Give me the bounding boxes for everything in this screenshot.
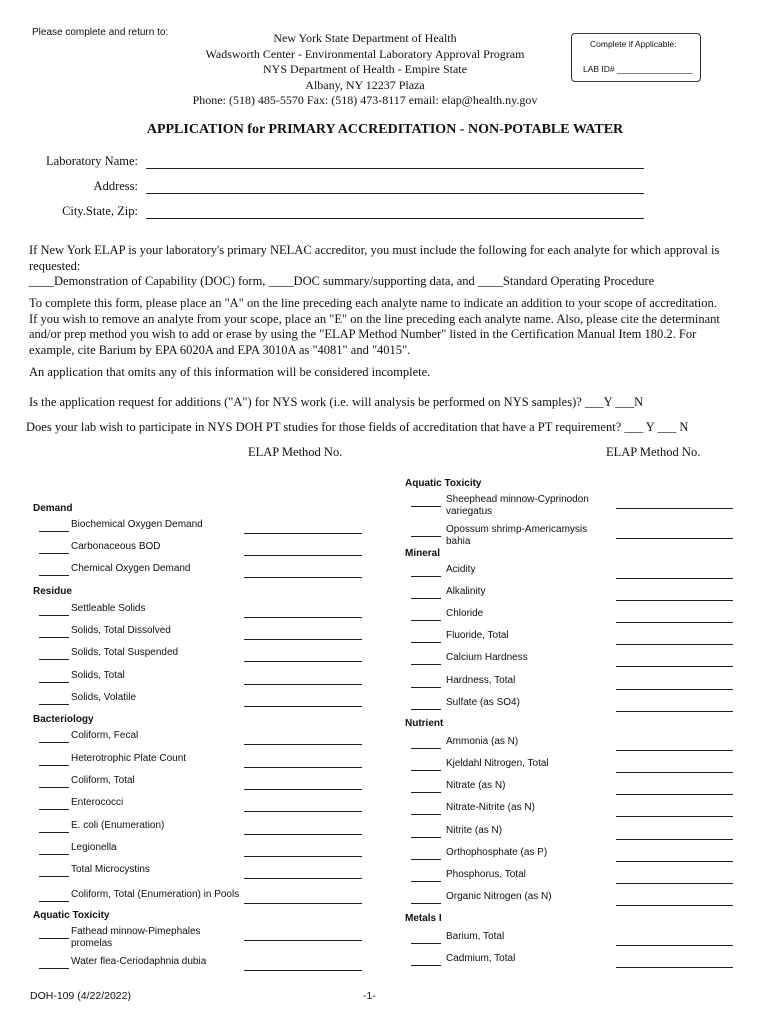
analyte-code-blank[interactable] — [411, 943, 441, 944]
elap-method-number-field[interactable] — [244, 555, 362, 556]
elap-method-number-field[interactable] — [616, 644, 733, 645]
elap-method-number-field[interactable] — [616, 750, 733, 751]
elap-method-number-field[interactable] — [244, 533, 362, 534]
analyte-code-blank[interactable] — [39, 575, 69, 576]
analyte-name: Hardness, Total — [446, 675, 516, 686]
analyte-code-blank[interactable] — [39, 809, 69, 810]
instruction-line: example, cite Barium by EPA 6020A and EPA 3010A as "4081" and "4015". — [29, 342, 411, 357]
analyte-name: Legionella — [71, 842, 117, 853]
section-heading-right: Metals I — [405, 913, 442, 924]
lab-id-field[interactable]: LAB ID# ________________ — [583, 64, 693, 74]
agency-line: Wadsworth Center - Environmental Laboratory Approval Program — [205, 46, 525, 61]
analyte-name: Solids, Total Dissolved — [71, 625, 171, 636]
analyte-name: Nitrite (as N) — [446, 825, 503, 836]
elap-method-number-field[interactable] — [244, 834, 362, 835]
right-method-column-heading: ELAP Method No. — [606, 445, 701, 459]
analyte-code-blank[interactable] — [39, 968, 69, 969]
instruction-line: requested: — [29, 258, 81, 273]
elap-method-number-field[interactable] — [244, 684, 362, 685]
analyte-code-blank[interactable] — [39, 832, 69, 833]
analyte-code-blank[interactable] — [411, 664, 441, 665]
analyte-name: Solids, Total Suspended — [71, 647, 179, 658]
analyte-name: Opossum shrimp-Americamysis bahia — [446, 524, 588, 547]
analyte-code-blank[interactable] — [39, 765, 69, 766]
analyte-code-blank[interactable] — [39, 659, 69, 660]
elap-method-number-field[interactable] — [616, 600, 733, 601]
section-heading-left: Aquatic Toxicity — [33, 910, 110, 921]
analyte-code-blank[interactable] — [39, 615, 69, 616]
agency-line: Phone: (518) 485-5570 Fax: (518) 473-8117 email: elap@health.ny.gov — [192, 93, 538, 107]
analyte-name: Solids, Total — [71, 670, 125, 681]
form-title: APPLICATION for PRIMARY ACCREDITATION - NON-POTABLE WATER — [146, 122, 624, 137]
section-heading-right: Nutrient — [405, 718, 444, 729]
elap-method-number-field[interactable] — [616, 578, 733, 579]
section-heading-left: Bacteriology — [33, 714, 94, 725]
analyte-code-blank[interactable] — [39, 854, 69, 855]
elap-method-number-field[interactable] — [616, 508, 733, 509]
elap-method-number-field[interactable] — [244, 706, 362, 707]
analyte-name: Kjeldahl Nitrogen, Total — [446, 758, 549, 769]
address-label: Address: — [93, 179, 138, 193]
analyte-name: Nitrate-Nitrite (as N) — [446, 802, 535, 813]
analyte-code-blank[interactable] — [411, 620, 441, 621]
laboratory-name-label: Laboratory Name: — [46, 154, 138, 168]
elap-method-number-field[interactable] — [616, 689, 733, 690]
left-method-column-heading: ELAP Method No. — [248, 445, 343, 459]
elap-method-number-field[interactable] — [244, 789, 362, 790]
incomplete-warning: An application that omits any of this information will be considered incomplete. — [29, 365, 431, 379]
analyte-code-blank[interactable] — [39, 876, 69, 877]
analyte-code-blank[interactable] — [411, 814, 441, 815]
analyte-code-blank[interactable] — [411, 506, 441, 507]
elap-method-number-field[interactable] — [616, 883, 733, 884]
analyte-name: Biochemical Oxygen Demand — [71, 519, 203, 530]
form-id: DOH-109 (4/22/2022) — [30, 990, 131, 1002]
section-heading-left: Demand — [33, 503, 73, 514]
analyte-name: Ammonia (as N) — [446, 736, 519, 747]
analyte-code-blank[interactable] — [39, 787, 69, 788]
analyte-name: Enterococci — [71, 797, 124, 808]
analyte-name: Sulfate (as SO4) — [446, 697, 520, 708]
analyte-code-blank[interactable] — [39, 901, 69, 902]
analyte-name: Solids, Volatile — [71, 692, 137, 703]
analyte-name: Total Microcystins — [71, 864, 150, 875]
city-state-zip-label: City.State, Zip: — [62, 204, 138, 218]
analyte-name: Water flea-Ceriodaphnia dubia — [71, 956, 207, 967]
analyte-code-blank[interactable] — [411, 748, 441, 749]
analyte-code-blank[interactable] — [39, 682, 69, 683]
elap-method-number-field[interactable] — [244, 811, 362, 812]
instruction-line: If you wish to remove an analyte from your scope, place an "E" on the line preceding each analyte name. Also, please cite the determinant — [29, 311, 720, 326]
instruction-line: If New York ELAP is your laboratory's primary NELAC accreditor, you must include the following for each analyte for which approval is — [29, 243, 720, 257]
elap-method-number-field[interactable] — [616, 622, 733, 623]
elap-method-number-field[interactable] — [616, 861, 733, 862]
elap-method-number-field[interactable] — [616, 839, 733, 840]
analyte-name: Carbonaceous BOD — [71, 541, 161, 552]
analyte-code-blank[interactable] — [39, 553, 69, 554]
instruction-line: and/or prep method you wish to add or erase by using the "ELAP Method Number" listed in the Certification Manual Item 180.2. For — [29, 327, 697, 341]
section-heading-right: Mineral — [405, 548, 441, 559]
elap-method-number-field[interactable] — [244, 878, 362, 879]
analyte-name: Coliform, Fecal — [71, 730, 139, 741]
nys-work-question[interactable]: Is the application request for additions ("A") for NYS work (i.e. will analysis be performed on NYS samples)? ___Y ___N — [29, 395, 644, 409]
analyte-name: Orthophosphate (as P) — [446, 847, 548, 858]
analyte-name: Settleable Solids — [71, 603, 146, 614]
elap-method-number-field[interactable] — [244, 577, 362, 578]
analyte-name: Coliform, Total (Enumeration) in Pools — [71, 889, 240, 900]
elap-method-number-field[interactable] — [616, 794, 733, 795]
analyte-code-blank[interactable] — [39, 938, 69, 939]
analyte-code-blank[interactable] — [411, 792, 441, 793]
analyte-name: Acidity — [446, 564, 476, 575]
elap-method-number-field[interactable] — [616, 945, 733, 946]
analyte-name: Phosphorus, Total — [446, 869, 526, 880]
analyte-name: Fathead minnow-Pimephales promelas — [71, 926, 201, 949]
lab-id-box-title: Complete if Applicable: — [590, 39, 677, 49]
analyte-name: Nitrate (as N) — [446, 780, 506, 791]
analyte-code-blank[interactable] — [411, 965, 441, 966]
analyte-name: Alkalinity — [446, 586, 486, 597]
agency-line: Albany, NY 12237 Plaza — [305, 77, 425, 92]
analyte-name: Coliform, Total — [71, 775, 135, 786]
elap-method-number-field[interactable] — [616, 711, 733, 712]
return-instruction: Please complete and return to: — [32, 27, 169, 38]
agency-line: NYS Department of Health - Empire State — [263, 62, 467, 76]
section-heading-left: Residue — [33, 586, 72, 597]
analyte-code-blank[interactable] — [411, 709, 441, 710]
analyte-code-blank[interactable] — [411, 576, 441, 577]
elap-method-number-field[interactable] — [244, 661, 362, 662]
analyte-code-blank[interactable] — [411, 903, 441, 904]
analyte-name: E. coli (Enumeration) — [71, 820, 165, 831]
elap-method-number-field[interactable] — [244, 639, 362, 640]
elap-method-number-field[interactable] — [244, 970, 362, 971]
analyte-name: Cadmium, Total — [446, 953, 516, 964]
analyte-code-blank[interactable] — [411, 642, 441, 643]
analyte-name: Barium, Total — [446, 931, 505, 942]
elap-method-number-field[interactable] — [244, 617, 362, 618]
analyte-name: Calcium Hardness — [446, 652, 528, 663]
analyte-code-blank[interactable] — [39, 704, 69, 705]
elap-method-number-field[interactable] — [616, 772, 733, 773]
analyte-code-blank[interactable] — [411, 687, 441, 688]
elap-method-number-field[interactable] — [616, 905, 733, 906]
elap-method-number-field[interactable] — [244, 856, 362, 857]
analyte-code-blank[interactable] — [39, 531, 69, 532]
analyte-code-blank[interactable] — [411, 770, 441, 771]
analyte-code-blank[interactable] — [411, 598, 441, 599]
analyte-code-blank[interactable] — [411, 881, 441, 882]
instruction-line: ____Demonstration of Capability (DOC) form, ____DOC summary/supporting data, and ____Standard Operating Procedure — [29, 274, 655, 288]
analyte-name: Heterotrophic Plate Count — [71, 753, 187, 764]
elap-method-number-field[interactable] — [616, 967, 733, 968]
analyte-code-blank[interactable] — [411, 859, 441, 860]
section-heading-right: Aquatic Toxicity — [405, 478, 482, 489]
elap-method-number-field[interactable] — [244, 744, 362, 745]
agency-line: New York State Department of Health — [273, 31, 457, 45]
elap-method-number-field[interactable] — [616, 666, 733, 667]
elap-method-number-field[interactable] — [244, 903, 362, 904]
analyte-code-blank[interactable] — [39, 742, 69, 743]
analyte-code-blank[interactable] — [411, 536, 441, 537]
instruction-line: To complete this form, please place an "A" on the line preceding each analyte name to indicate an addition to your scope of accreditation. — [29, 296, 717, 310]
elap-method-number-field[interactable] — [244, 767, 362, 768]
analyte-name: Sheephead minnow-Cyprinodon variegatus — [446, 494, 589, 517]
analyte-name: Organic Nitrogen (as N) — [446, 891, 552, 902]
analyte-name: Chloride — [446, 608, 484, 619]
analyte-code-blank[interactable] — [411, 837, 441, 838]
elap-method-number-field[interactable] — [616, 816, 733, 817]
elap-method-number-field[interactable] — [244, 940, 362, 941]
elap-method-number-field[interactable] — [616, 538, 733, 539]
analyte-name: Chemical Oxygen Demand — [71, 563, 191, 574]
analyte-name: Fluoride, Total — [446, 630, 509, 641]
page-number: -1- — [363, 990, 376, 1002]
analyte-code-blank[interactable] — [39, 637, 69, 638]
pt-study-question[interactable]: Does your lab wish to participate in NYS DOH PT studies for those fields of accreditation that have a PT requirement? ___ Y ___ N — [26, 420, 689, 434]
